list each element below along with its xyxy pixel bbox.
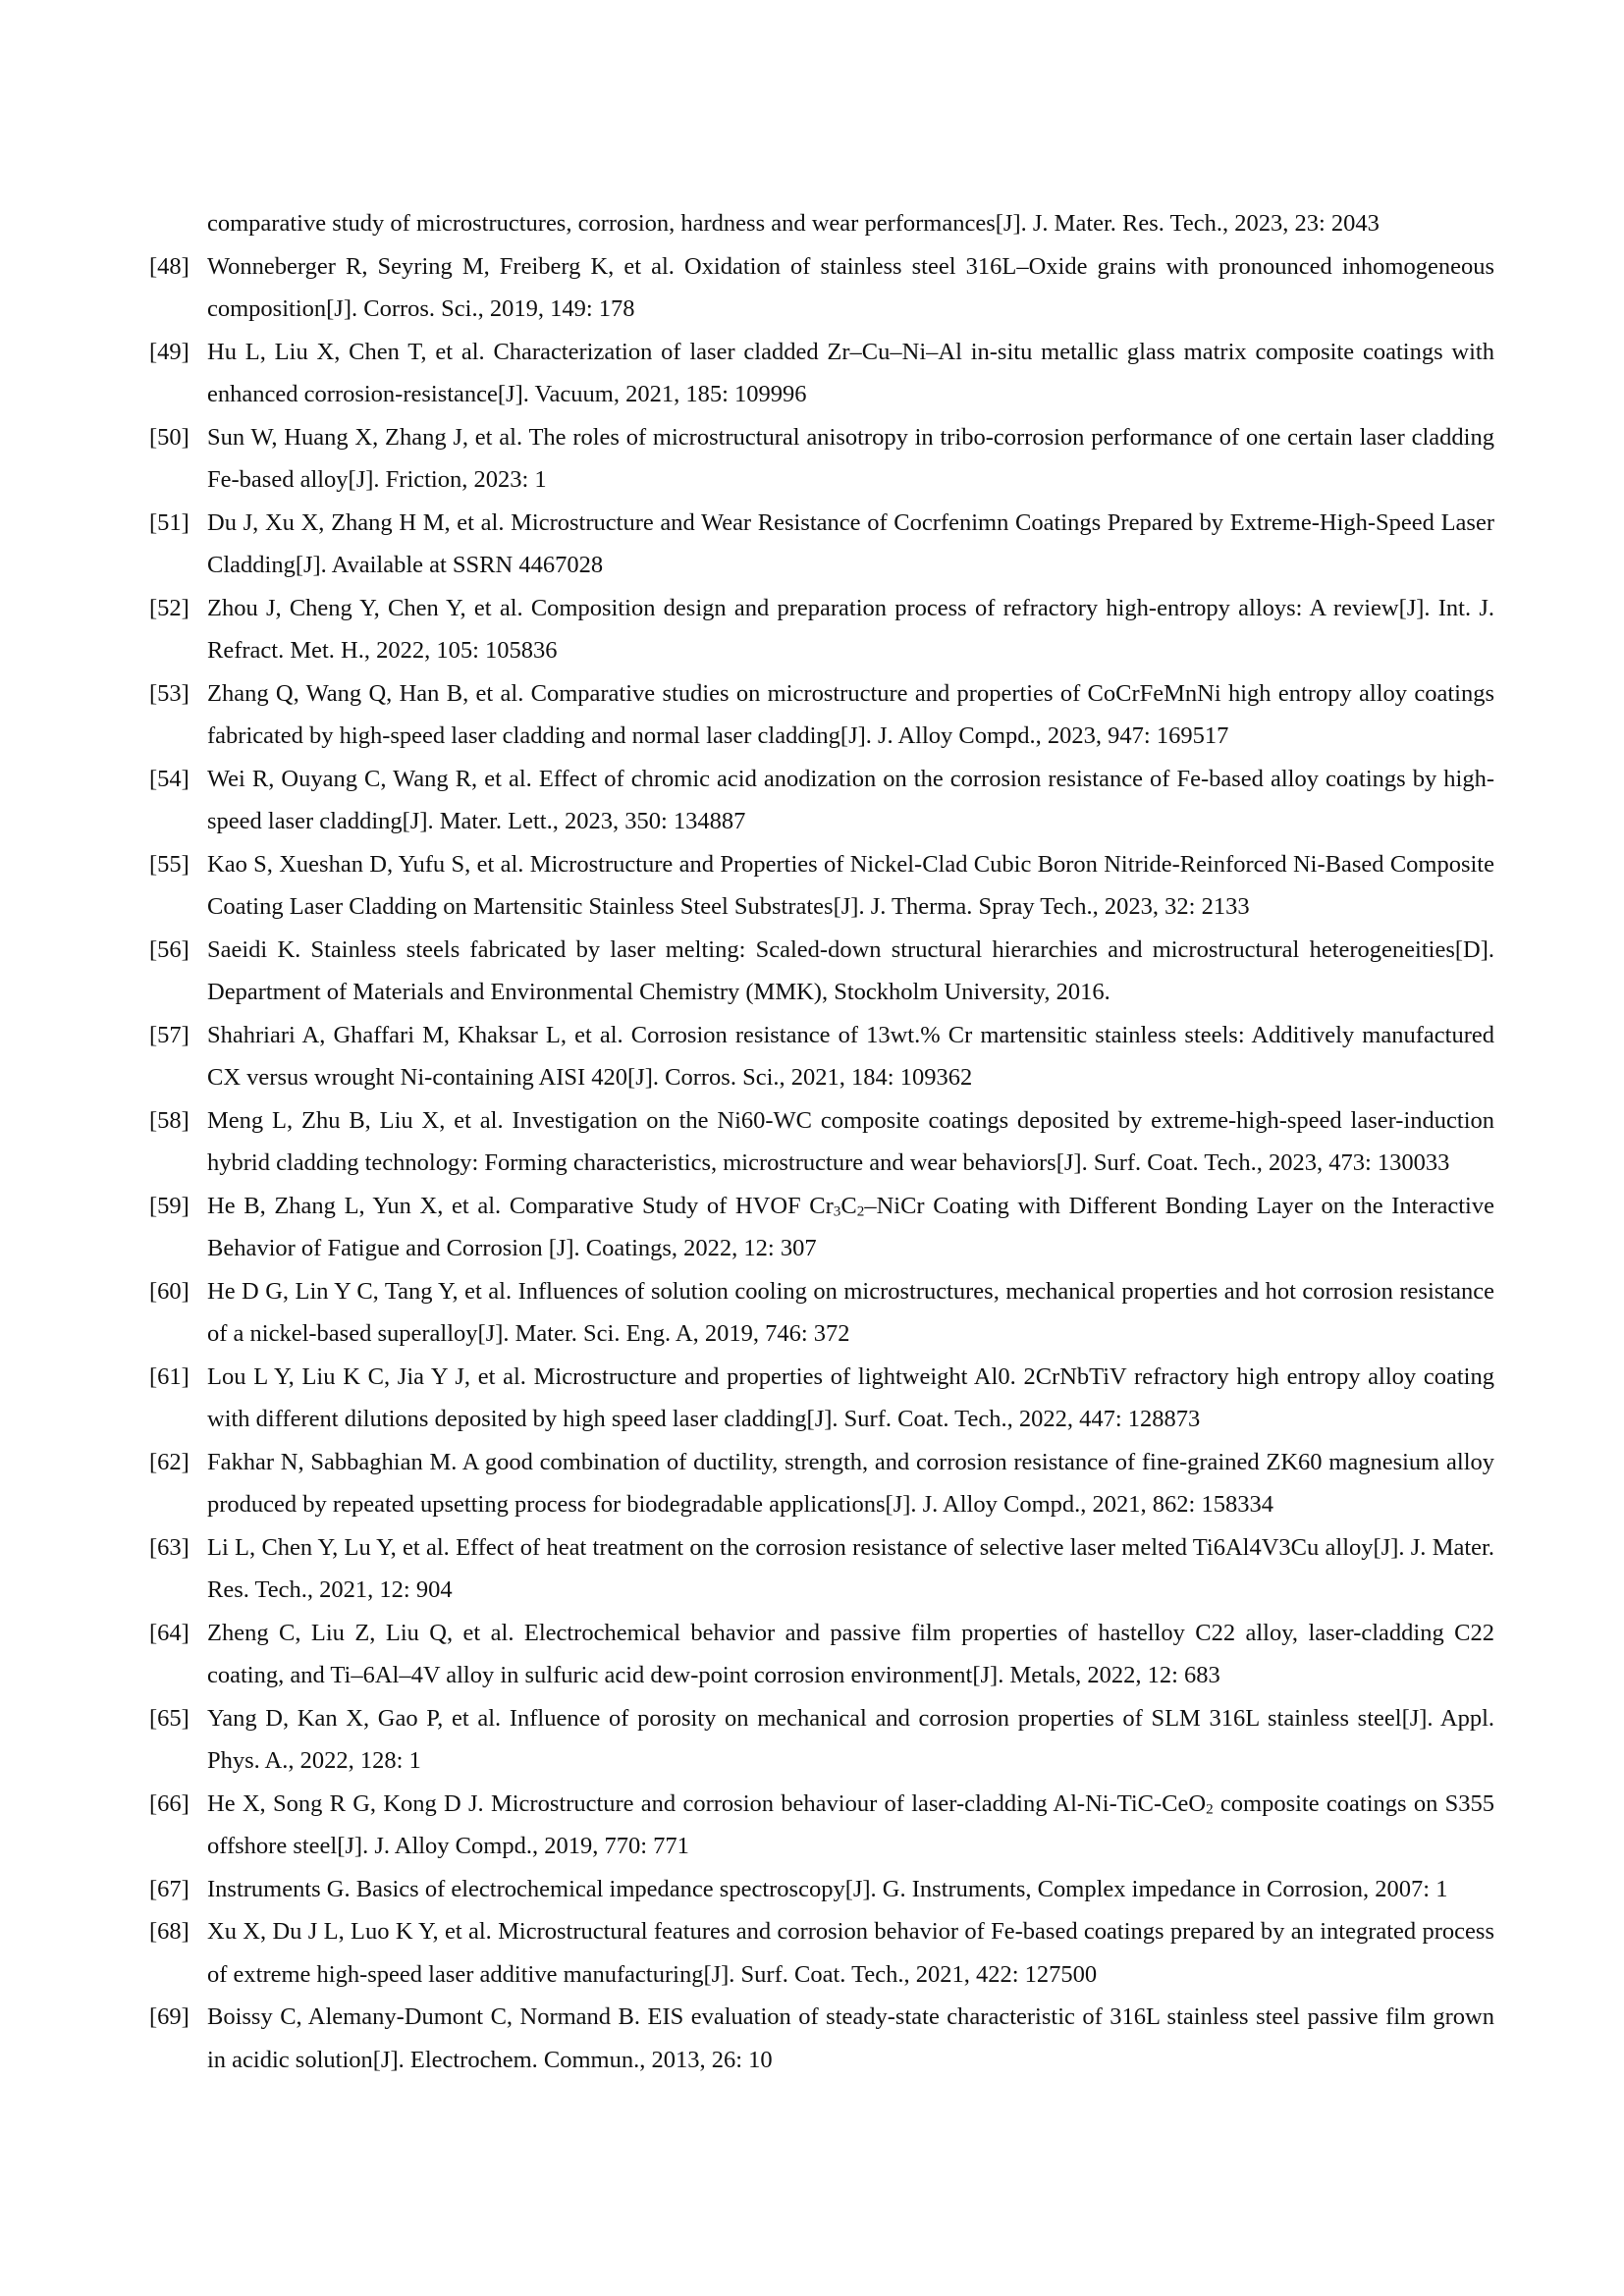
reference-text: Shahriari A, Ghaffari M, Khaksar L, et al. Corrosion resistance of 13wt.% Cr martensitic stainless steels: Additively manufactured CX versus wrought Ni-containing AISI 420[J]. Corros. Sci., 2021, 184: 109362 [207, 1021, 1494, 1091]
reference-text-part: –NiCr Coating with Different Bonding Layer on the Interactive Behavior of Fatigue and Corrosion [J]. Coatings, 2022, 12: 307 [207, 1192, 1494, 1261]
reference-text: Zheng C, Liu Z, Liu Q, et al. Electrochemical behavior and passive film properties of hastelloy C22 alloy, laser-cladding C22 coating, and Ti–6Al–4V alloy in sulfuric acid dew-point corrosion environment[J]. Metals, 2022, 12: 683 [207, 1619, 1494, 1688]
reference-number: [52] [149, 594, 189, 621]
reference-number: [62] [149, 1448, 189, 1475]
reference-number: [63] [149, 1533, 189, 1561]
reference-text: Sun W, Huang X, Zhang J, et al. The roles of microstructural anisotropy in tribo-corrosion performance of one certain laser cladding Fe-based alloy[J]. Friction, 2023: 1 [207, 423, 1494, 493]
reference-text: Xu X, Du J L, Luo K Y, et al. Microstructural features and corrosion behavior of Fe-based coatings prepared by an integrated process of extreme high-speed laser additive manufacturing[J]. Surf. Coat. Tech., 2021, 422: 127500 [207, 1918, 1494, 1988]
reference-text-part: He B, Zhang L, Yun X, et al. Comparative Study of HVOF Cr [207, 1192, 834, 1219]
reference-51 [149, 502, 1494, 587]
reference-69 [149, 1996, 1494, 2081]
reference-63 [149, 1526, 1494, 1612]
reference-number: [48] [149, 252, 189, 280]
reference-number: [60] [149, 1277, 189, 1305]
reference-64 [149, 1612, 1494, 1697]
reference-number: [54] [149, 765, 189, 792]
reference-number: [64] [149, 1619, 189, 1646]
reference-number: [57] [149, 1021, 189, 1048]
reference-text: Fakhar N, Sabbaghian M. A good combination of ductility, strength, and corrosion resistance of fine-grained ZK60 magnesium alloy produced by repeated upsetting process for biodegradable applications[J]. J. Alloy Compd., 2021, 862: 158334 [207, 1448, 1494, 1518]
reference-text: Zhang Q, Wang Q, Han B, et al. Comparative studies on microstructure and properties of CoCrFeMnNi high entropy alloy coatings fabricated by high-speed laser cladding and normal laser cladding[J]. J. Alloy Compd., 2023, 947: 169517 [207, 679, 1494, 749]
reference-text: Lou L Y, Liu K C, Jia Y J, et al. Microstructure and properties of lightweight Al0. 2CrNbTiV refractory high entropy alloy coating with different dilutions deposited by high speed laser cladding[J]. Surf. Coat. Tech., 2022, 447: 128873 [207, 1362, 1494, 1432]
reference-text: He D G, Lin Y C, Tang Y, et al. Influences of solution cooling on microstructures, mechanical properties and hot corrosion resistance of a nickel-based superalloy[J]. Mater. Sci. Eng. A, 2019, 746: 372 [207, 1277, 1494, 1347]
reference-text [207, 1185, 1494, 1270]
reference-number: [50] [149, 423, 189, 451]
reference-text-part: He X, Song R G, Kong D J. Microstructure and corrosion behaviour of laser-cladding Al-Ni-TiC-CeO [207, 1789, 1207, 1817]
reference-number: [67] [149, 1875, 189, 1902]
reference-text: Wonneberger R, Seyring M, Freiberg K, et al. Oxidation of stainless steel 316L–Oxide grains with pronounced inhomogeneous composition[J]. Corros. Sci., 2019, 149: 178 [207, 252, 1494, 322]
reference-number: [58] [149, 1106, 189, 1134]
reference-text: Zhou J, Cheng Y, Chen Y, et al. Composition design and preparation process of refractory high-entropy alloys: A review[J]. Int. J. Refract. Met. H., 2022, 105: 105836 [207, 594, 1494, 664]
reference-text [207, 1783, 1494, 1868]
reference-list [149, 202, 1494, 2081]
reference-48 [149, 245, 1494, 331]
reference-57 [149, 1014, 1494, 1099]
reference-text: Wei R, Ouyang C, Wang R, et al. Effect of chromic acid anodization on the corrosion resistance of Fe-based alloy coatings by high-speed laser cladding[J]. Mater. Lett., 2023, 350: 134887 [207, 765, 1494, 834]
reference-number: [49] [149, 338, 189, 365]
reference-number: [68] [149, 1918, 189, 1945]
reference-text: Instruments G. Basics of electrochemical impedance spectroscopy[J]. G. Instruments, Complex impedance in Corrosion, 2007: 1 [207, 1875, 1448, 1902]
reference-text: Du J, Xu X, Zhang H M, et al. Microstructure and Wear Resistance of Cocrfenimn Coatings Prepared by Extreme-High-Speed Laser Cladding[J]. Available at SSRN 4467028 [207, 508, 1494, 578]
reference-number: [53] [149, 679, 189, 707]
reference-number: [66] [149, 1789, 189, 1817]
reference-text: Saeidi K. Stainless steels fabricated by laser melting: Scaled-down structural hierarchies and microstructural heterogeneities[D]. Department of Materials and Environmental Chemistry (MMK), Stockholm University, 2016. [207, 935, 1494, 1005]
reference-number: [61] [149, 1362, 189, 1390]
reference-text: Meng L, Zhu B, Liu X, et al. Investigation on the Ni60-WC composite coatings deposited by extreme-high-speed laser-induction hybrid cladding technology: Forming characteristics, microstructure and wear behaviors[J]. Surf. Coat. Tech., 2023, 473: 130033 [207, 1106, 1494, 1176]
reference-58 [149, 1099, 1494, 1185]
subscript: 2 [856, 1202, 865, 1220]
reference-60 [149, 1270, 1494, 1356]
reference-number: [56] [149, 935, 189, 963]
reference-56 [149, 929, 1494, 1014]
reference-text: Yang D, Kan X, Gao P, et al. Influence of porosity on mechanical and corrosion properties of SLM 316L stainless steel[J]. Appl. Phys. A., 2022, 128: 1 [207, 1704, 1494, 1774]
reference-62 [149, 1441, 1494, 1526]
reference-61 [149, 1356, 1494, 1441]
reference-text-part: C [840, 1192, 857, 1219]
reference-number: [51] [149, 508, 189, 536]
subscript: 2 [1206, 1800, 1214, 1818]
reference-text-part: composite coatings on S355 offshore steel[J]. J. Alloy Compd., 2019, 770: 771 [207, 1789, 1494, 1859]
reference-text: Li L, Chen Y, Lu Y, et al. Effect of heat treatment on the corrosion resistance of selective laser melted Ti6Al4V3Cu alloy[J]. J. Mater. Res. Tech., 2021, 12: 904 [207, 1533, 1494, 1603]
reference-54 [149, 758, 1494, 843]
reference-continuation-47: comparative study of microstructures, corrosion, hardness and wear performances[J]. J. Mater. Res. Tech., 2023, 23: 2043 [207, 210, 1380, 237]
reference-65 [149, 1697, 1494, 1783]
reference-number: [55] [149, 850, 189, 878]
reference-52 [149, 587, 1494, 672]
reference-50 [149, 416, 1494, 502]
reference-number: [65] [149, 1704, 189, 1732]
reference-text: Hu L, Liu X, Chen T, et al. Characterization of laser cladded Zr–Cu–Ni–Al in-situ metallic glass matrix composite coatings with enhanced corrosion-resistance[J]. Vacuum, 2021, 185: 109996 [207, 338, 1494, 407]
reference-text: Kao S, Xueshan D, Yufu S, et al. Microstructure and Properties of Nickel-Clad Cubic Boron Nitride-Reinforced Ni-Based Composite Coating Laser Cladding on Martensitic Stainless Steel Substrates[J]. J. Therma. Spray Tech., 2023, 32: 2133 [207, 850, 1494, 920]
reference-59 [149, 1185, 1494, 1270]
reference-67 [149, 1868, 1494, 1911]
reference-text: Boissy C, Alemany-Dumont C, Normand B. EIS evaluation of steady-state characteristic of 316L stainless steel passive film grown in acidic solution[J]. Electrochem. Commun., 2013, 26: 10 [207, 2003, 1494, 2073]
subscript: 3 [833, 1202, 841, 1220]
reference-53 [149, 672, 1494, 758]
reference-49 [149, 331, 1494, 416]
reference-68 [149, 1910, 1494, 1996]
reference-number: [69] [149, 2003, 189, 2030]
reference-66 [149, 1783, 1494, 1868]
reference-55 [149, 843, 1494, 929]
reference-number: [59] [149, 1192, 189, 1219]
